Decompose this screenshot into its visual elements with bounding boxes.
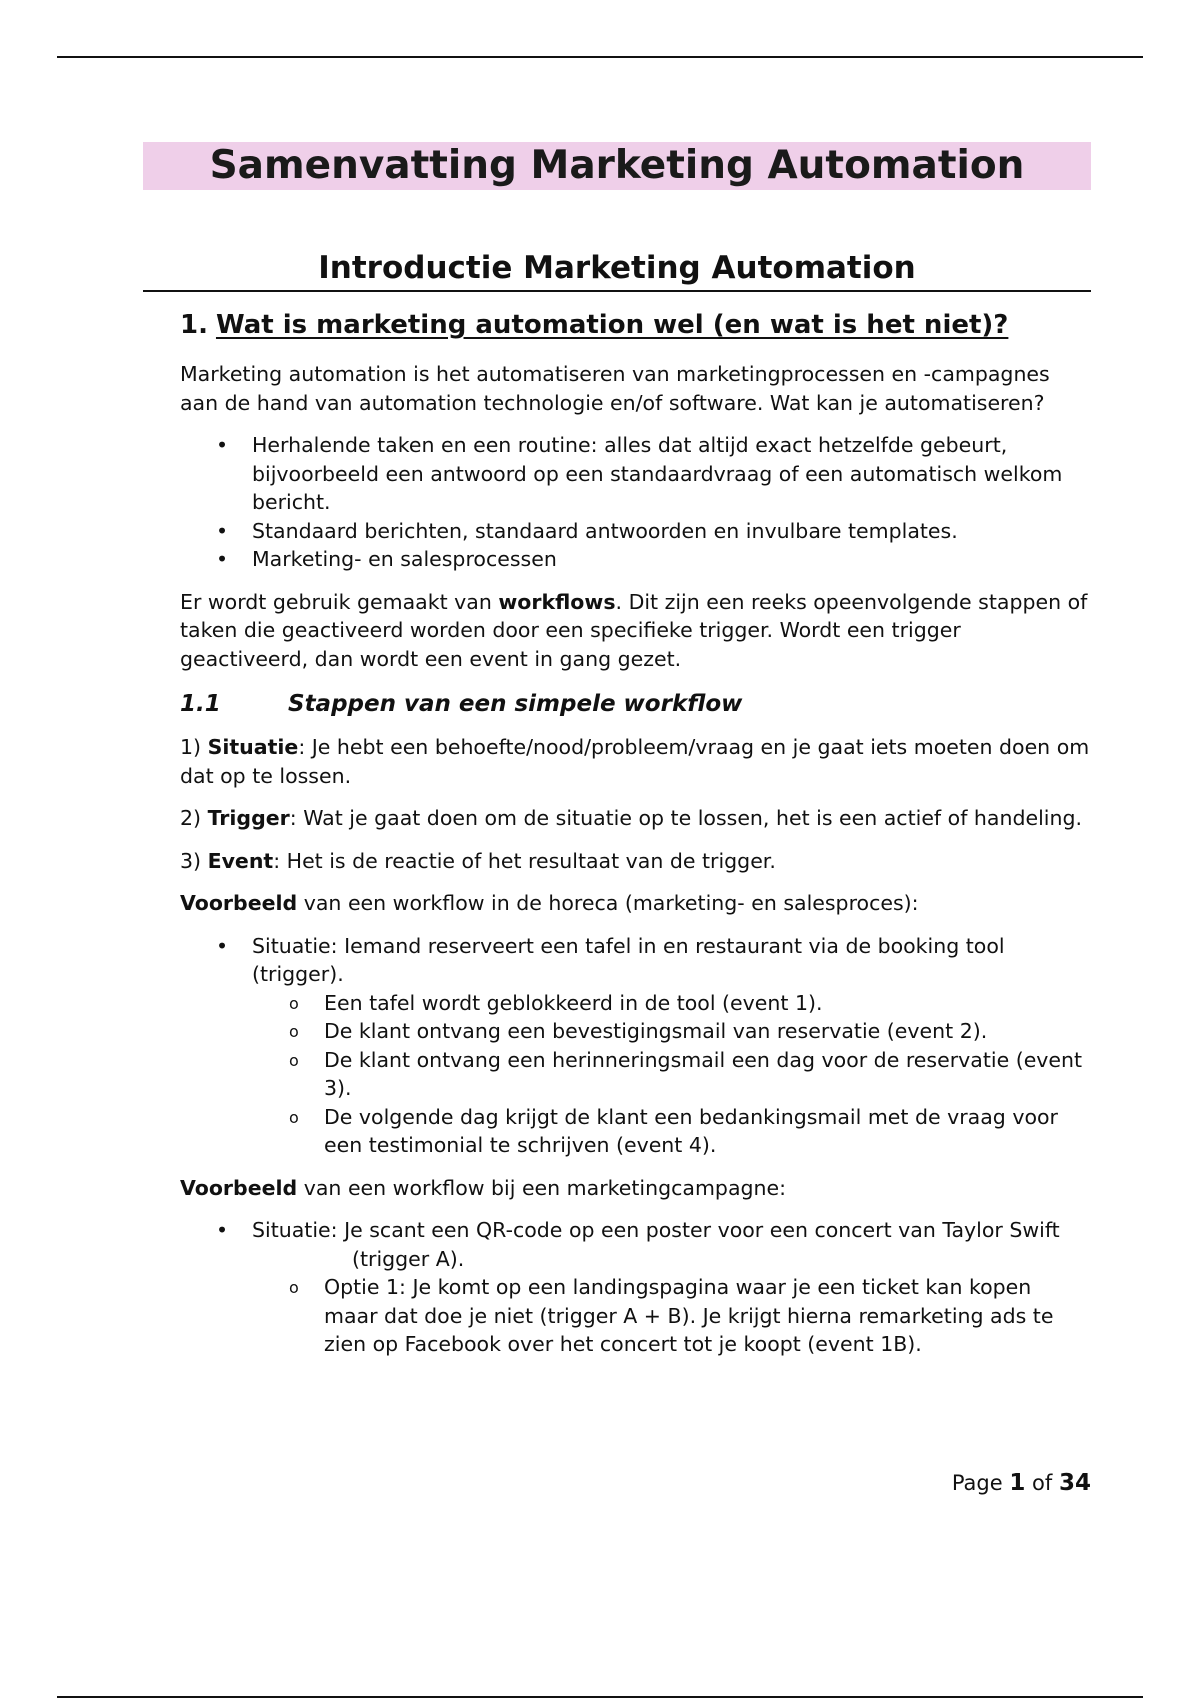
bullet-icon: • — [216, 518, 229, 543]
list-item: o De klant ontvang een herinneringsmail een dag voor de reservatie (event 3). — [289, 1047, 1083, 1100]
list-item: • Marketing- en salesprocessen — [180, 545, 1091, 574]
sub-bullet-icon: o — [289, 1022, 299, 1041]
list-item: • Situatie: Iemand reserveert een tafel in en restaurant via de booking tool (trigger). o Een tafel wordt geblokkeerd in de tool (event 1). o De klant ontvang een bevestigingsmail van reservatie (event 2). o De klant ontvang een herinneringsmail een dag voor de reservatie (event 3). o De volgende dag krijgt de klant een bedankingsmail met de vraag voor een testimonial te schrijven (event 4). — [180, 932, 1091, 1160]
example-horeca-intro: Voorbeeld van een workflow in de horeca (marketing- en salesproces): — [180, 891, 919, 915]
step-situatie: 1) Situatie: Je hebt een behoefte/nood/probleem/vraag en je gaat iets moeten doen om dat op te lossen. — [180, 735, 1090, 788]
subsection-title: Stappen van een simpele workflow — [288, 691, 743, 717]
subsection-heading — [180, 689, 1091, 719]
workflows-paragraph: Er wordt gebruik gemaakt van workflows. Dit zijn een reeks opeenvolgende stappen of taken die geactiveerd worden door een specifieke trigger. Wordt een trigger geactiveerd, dan wordt een event in gang gezet. — [180, 589, 1088, 671]
example-horeca-list — [180, 932, 1091, 1160]
list-item: • Standaard berichten, standaard antwoorden en invulbare templates. — [180, 517, 1091, 546]
list-item: o De klant ontvang een bevestigingsmail van reservatie (event 2). — [180, 1017, 1091, 1046]
top-rule — [57, 56, 1143, 58]
page-number: Page 1 of 34 — [951, 1470, 1091, 1496]
list-item: o Een tafel wordt geblokkeerd in de tool (event 1). — [180, 989, 1091, 1018]
chapter-heading: Introductie Marketing Automation — [143, 248, 1091, 292]
list-item: • Situatie: Je scant een QR-code op een poster voor een concert van Taylor Swift(trigger A). o Optie 1: Je komt op een landingspagina waar je een ticket kan kopen maar dat doe je niet (trigger A + B). Je krijgt hierna remarketing ads te zien op Facebook over het concert tot je koopt (event 1B). — [180, 1216, 1091, 1359]
sub-bullet-icon: o — [289, 993, 299, 1013]
event-sub-list — [252, 989, 1091, 1160]
sub-bullet-icon: o — [289, 1107, 299, 1127]
step-event: 3) Event: Het is de reactie of het resultaat van de trigger. — [180, 848, 776, 873]
bullet-icon: • — [216, 933, 229, 958]
bullet-icon: • — [216, 433, 229, 457]
section-number: 1. — [180, 310, 208, 340]
list-item: • Herhalende taken en een routine: alles dat altijd exact hetzelfde gebeurt, bijvoorbeeld een antwoord op een standaardvraag of een automatisch welkom bericht. — [216, 433, 1063, 514]
example-campaign-list — [180, 1216, 1091, 1359]
intro-paragraph: Marketing automation is het automatiseren van marketingprocessen en -campagnes aan de hand van automation technologie en/of software. Wat kan je automatiseren? — [180, 362, 1050, 415]
section-body — [143, 308, 1091, 1359]
option-sub-list — [252, 1273, 1091, 1359]
bottom-rule — [57, 1696, 1143, 1698]
automation-bullet-list — [180, 431, 1091, 574]
example-campaign-intro: Voorbeeld van een workflow bij een marketingcampagne: — [180, 1175, 787, 1200]
bullet-icon: • — [216, 1218, 229, 1242]
section-heading — [180, 308, 1091, 342]
step-trigger: 2) Trigger: Wat je gaat doen om de situatie op te lossen, het is een actief of handeling. — [180, 806, 1083, 830]
subsection-number: 1.1 — [180, 691, 221, 717]
document-title: Samenvatting Marketing Automation — [143, 142, 1091, 190]
bullet-icon: • — [216, 547, 229, 571]
section-title: Wat is marketing automation wel (en wat is het niet)? — [215, 310, 1009, 340]
list-item: o De volgende dag krijgt de klant een bedankingsmail met de vraag voor een testimonial te schrijven (event 4). — [289, 1104, 1058, 1157]
list-item: o Optie 1: Je komt op een landingspagina waar je een ticket kan kopen maar dat doe je niet (trigger A + B). Je krijgt hierna remarketing ads te zien op Facebook over het concert tot je koopt (event 1B). — [289, 1275, 1054, 1356]
sub-bullet-icon: o — [289, 1050, 299, 1070]
sub-bullet-icon: o — [289, 1278, 299, 1297]
page-content — [143, 142, 1091, 1359]
